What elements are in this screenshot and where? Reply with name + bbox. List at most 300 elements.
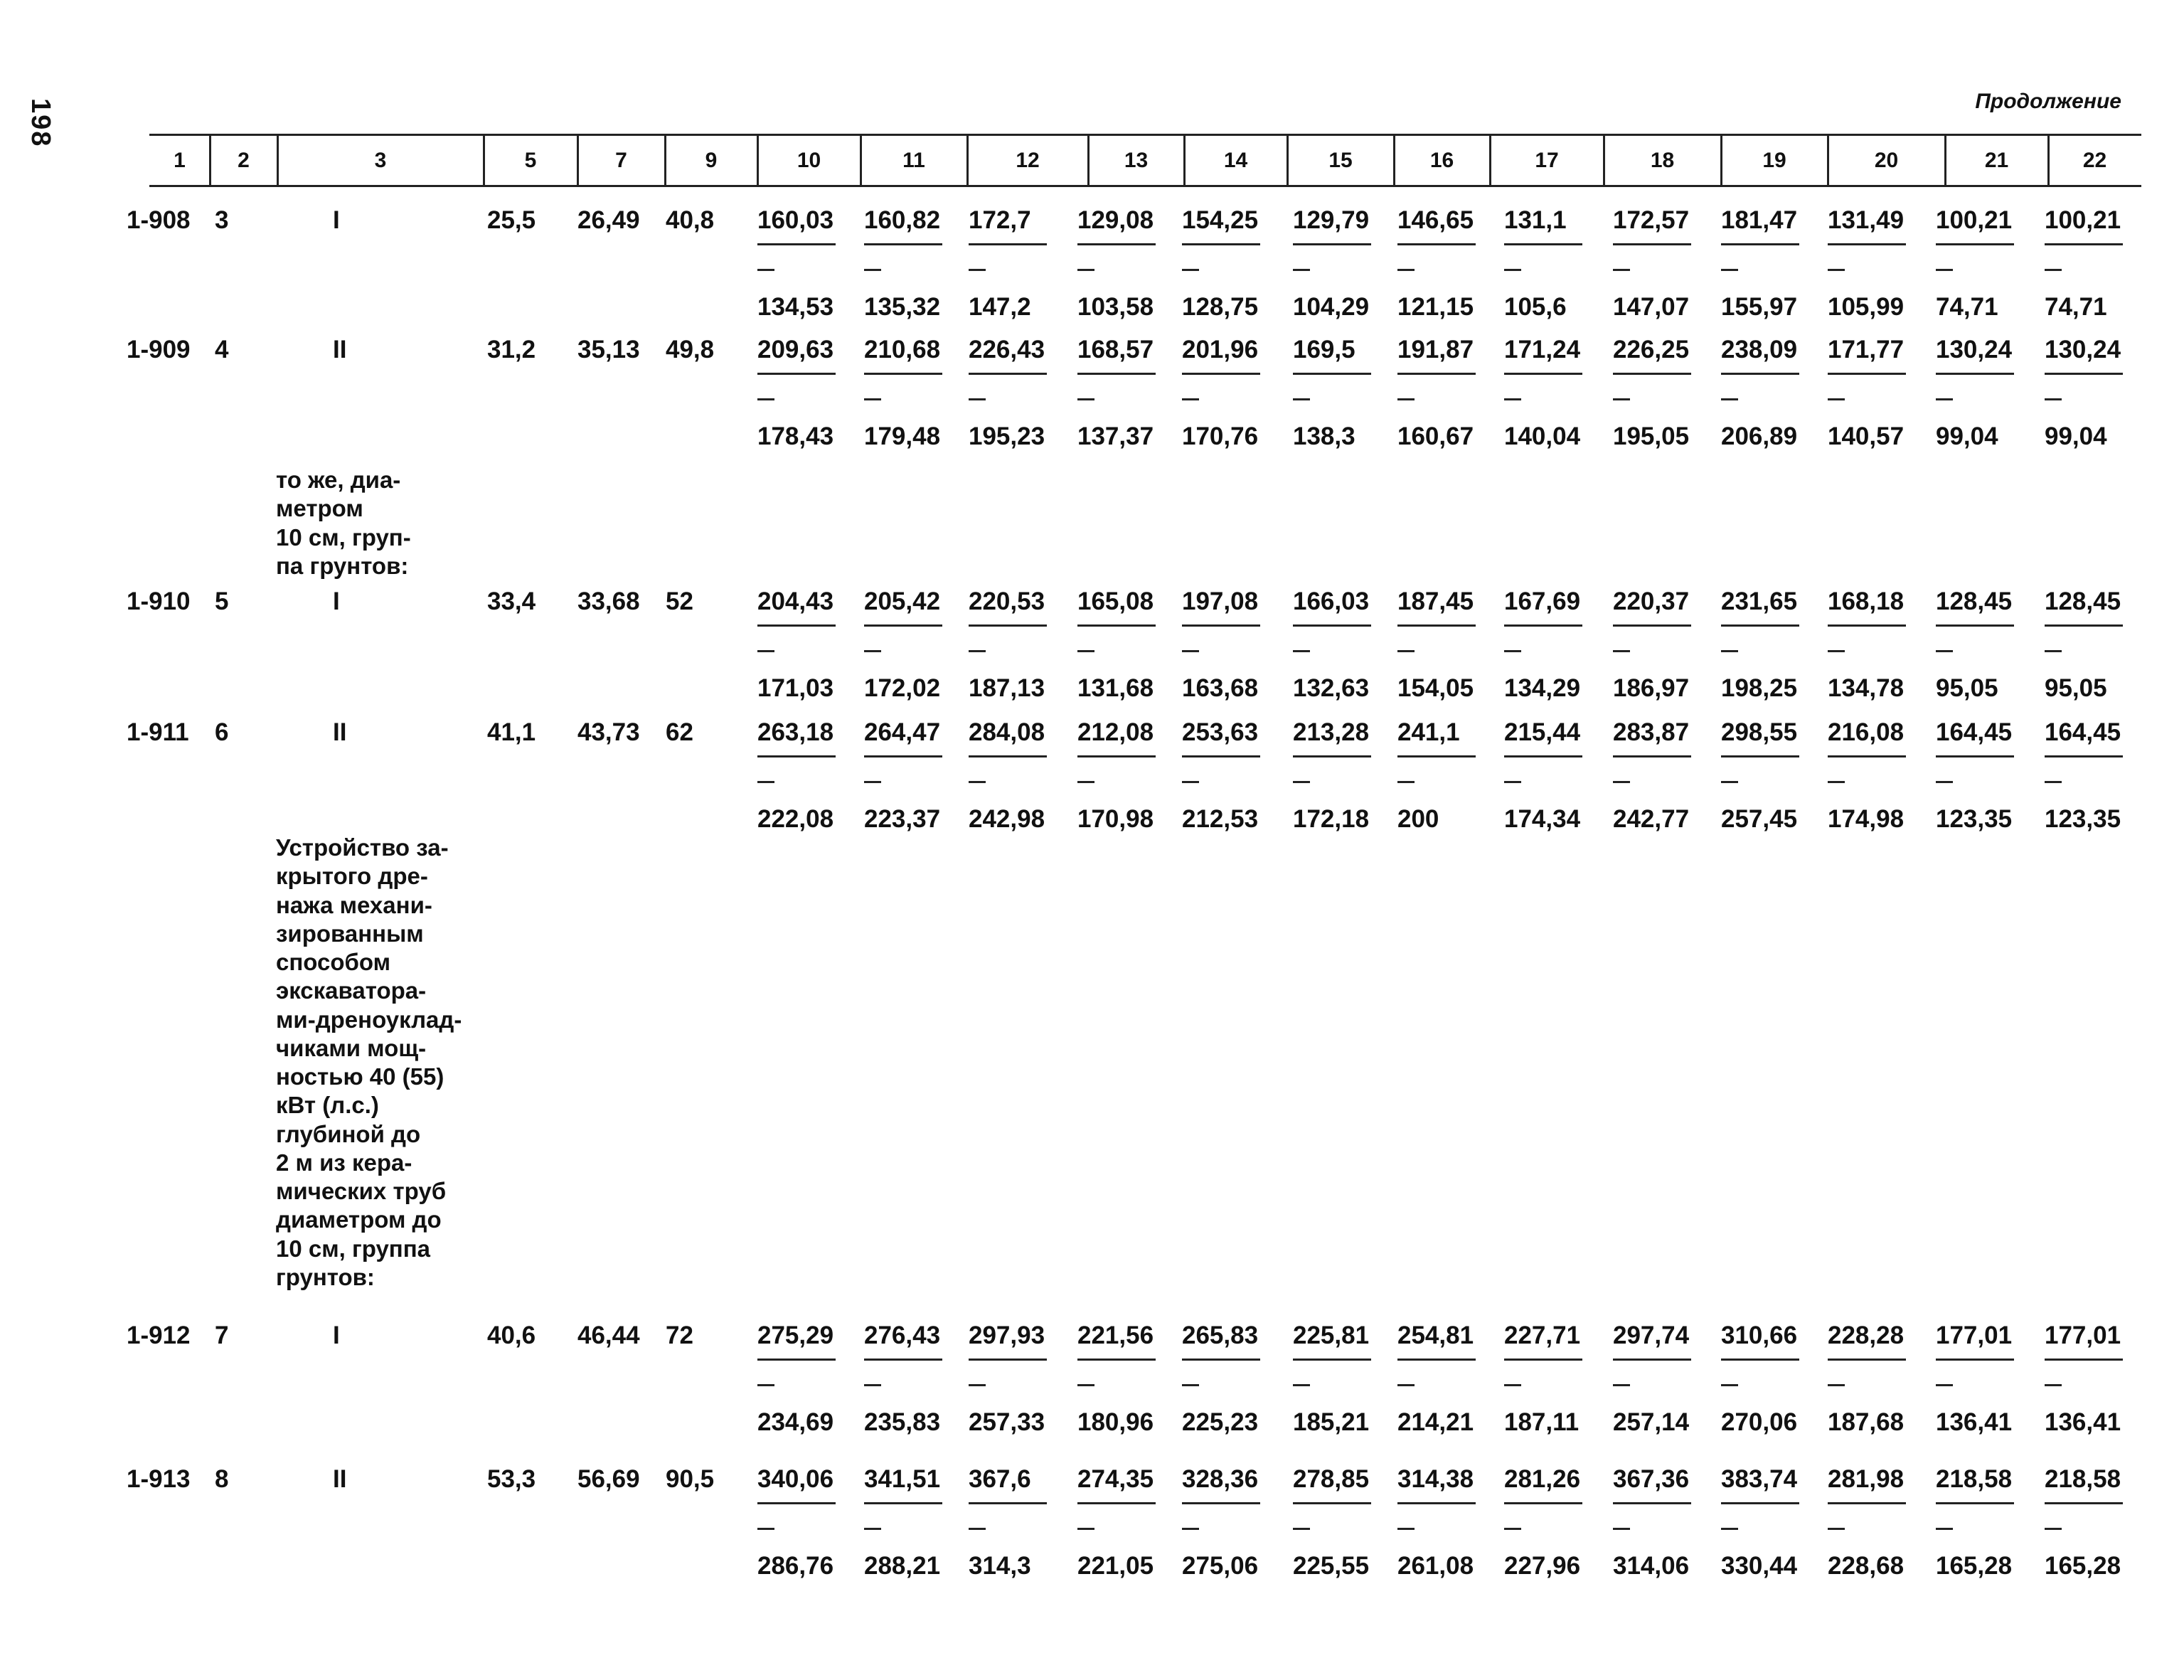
soil-group: I [333, 588, 340, 615]
column-separator [483, 134, 485, 185]
fraction-line [969, 755, 1047, 757]
row-number: 8 [215, 1465, 229, 1493]
denominator-value: 105,99 [1828, 293, 1905, 321]
row-number: 3 [215, 206, 229, 234]
fraction-line [1828, 243, 1906, 245]
denominator-value: 225,55 [1293, 1552, 1370, 1580]
denominator-value: 174,98 [1828, 805, 1905, 833]
denominator-value: 137,37 [1077, 422, 1154, 450]
numerator-value: 128,45 [2045, 588, 2121, 615]
denominator-value: 314,3 [969, 1552, 1031, 1580]
fraction-minus [1613, 269, 1630, 271]
fraction-minus [1504, 269, 1521, 271]
numerator-value: 298,55 [1721, 718, 1798, 746]
fraction-minus [1182, 650, 1199, 652]
numerator-value: 218,58 [2045, 1465, 2121, 1493]
denominator-value: 95,05 [2045, 674, 2107, 702]
row-number: 4 [215, 336, 229, 363]
fraction-minus [2045, 781, 2062, 783]
denominator-value: 228,68 [1828, 1552, 1905, 1580]
row-number: 6 [215, 718, 229, 746]
denominator-value: 195,05 [1613, 422, 1690, 450]
fraction-minus [1721, 1528, 1738, 1530]
numerator-value: 253,63 [1182, 718, 1259, 746]
fraction-minus [1721, 398, 1738, 400]
fraction-minus [1504, 781, 1521, 783]
fraction-line [1504, 1359, 1582, 1361]
numerator-value: 220,53 [969, 588, 1045, 615]
denominator-value: 270,06 [1721, 1408, 1798, 1436]
fraction-line [1293, 243, 1371, 245]
fraction-minus [1293, 269, 1310, 271]
fraction-line [1721, 1502, 1799, 1504]
numerator-value: 275,29 [757, 1322, 834, 1349]
numerator-value: 341,51 [864, 1465, 941, 1493]
fraction-minus [1721, 1384, 1738, 1386]
fraction-minus [1936, 650, 1953, 652]
numerator-value: 281,98 [1828, 1465, 1905, 1493]
column-separator [1944, 134, 1946, 185]
column-header: 22 [2082, 149, 2107, 172]
denominator-value: 234,69 [757, 1408, 834, 1436]
column-header: 9 [705, 149, 718, 172]
fraction-line [1936, 373, 2014, 375]
fraction-minus [1936, 781, 1953, 783]
column-header: 11 [902, 149, 925, 172]
numerator-value: 164,45 [1936, 718, 2013, 746]
denominator-value: 128,75 [1182, 293, 1259, 321]
denominator-value: 136,41 [2045, 1408, 2121, 1436]
fraction-minus [864, 781, 881, 783]
denominator-value: 123,35 [1936, 805, 2013, 833]
fraction-minus [2045, 650, 2062, 652]
fraction-line [1293, 624, 1371, 627]
numerator-value: 171,24 [1504, 336, 1581, 363]
denominator-value: 135,32 [864, 293, 941, 321]
col9-value: 40,8 [666, 206, 715, 234]
denominator-value: 95,05 [1936, 674, 1998, 702]
column-separator [1603, 134, 1605, 185]
row-number: 5 [215, 588, 229, 615]
column-separator [209, 134, 211, 185]
fraction-line [1182, 624, 1260, 627]
column-header: 18 [1650, 149, 1675, 172]
denominator-value: 74,71 [1936, 293, 1998, 321]
numerator-value: 284,08 [969, 718, 1045, 746]
fraction-minus [1077, 269, 1094, 271]
denominator-value: 179,48 [864, 422, 941, 450]
fraction-line [1293, 1502, 1371, 1504]
fraction-minus [1936, 1528, 1953, 1530]
fraction-minus [1504, 1528, 1521, 1530]
col5-value: 41,1 [487, 718, 536, 746]
fraction-line [1397, 1359, 1476, 1361]
fraction-minus [1182, 1528, 1199, 1530]
denominator-value: 212,53 [1182, 805, 1259, 833]
fraction-line [1397, 624, 1476, 627]
fraction-line [1828, 755, 1906, 757]
column-header: 5 [524, 149, 537, 172]
numerator-value: 383,74 [1721, 1465, 1798, 1493]
denominator-value: 198,25 [1721, 674, 1798, 702]
numerator-value: 216,08 [1828, 718, 1905, 746]
denominator-value: 165,28 [1936, 1552, 2013, 1580]
fraction-line [1077, 624, 1156, 627]
denominator-value: 242,98 [969, 805, 1045, 833]
denominator-value: 132,63 [1293, 674, 1370, 702]
denominator-value: 138,3 [1293, 422, 1355, 450]
fraction-minus [1397, 398, 1415, 400]
fraction-line [1936, 624, 2014, 627]
denominator-value: 163,68 [1182, 674, 1259, 702]
row-code: 1-913 [127, 1465, 191, 1493]
column-separator [277, 134, 279, 185]
denominator-value: 147,2 [969, 293, 1031, 321]
fraction-minus [1936, 398, 1953, 400]
column-separator [1720, 134, 1722, 185]
numerator-value: 131,1 [1504, 206, 1567, 234]
denominator-value: 154,05 [1397, 674, 1474, 702]
fraction-line [864, 755, 942, 757]
fraction-minus [1397, 269, 1415, 271]
fraction-line [864, 373, 942, 375]
soil-group: I [333, 206, 340, 234]
numerator-value: 231,65 [1721, 588, 1798, 615]
row-code: 1-909 [127, 336, 191, 363]
fraction-line [1828, 373, 1906, 375]
numerator-value: 165,08 [1077, 588, 1154, 615]
fraction-minus [1504, 1384, 1521, 1386]
numerator-value: 167,69 [1504, 588, 1581, 615]
denominator-value: 121,15 [1397, 293, 1474, 321]
fraction-line [1828, 1359, 1906, 1361]
fraction-line [1397, 243, 1476, 245]
denominator-value: 187,13 [969, 674, 1045, 702]
denominator-value: 172,02 [864, 674, 941, 702]
numerator-value: 177,01 [1936, 1322, 2013, 1349]
fraction-line [1504, 1502, 1582, 1504]
numerator-value: 130,24 [2045, 336, 2121, 363]
fraction-line [757, 243, 836, 245]
denominator-value: 222,08 [757, 805, 834, 833]
column-separator [1827, 134, 1829, 185]
column-separator [1287, 134, 1289, 185]
column-separator [757, 134, 759, 185]
column-header: 21 [1984, 149, 2009, 172]
denominator-value: 225,23 [1182, 1408, 1259, 1436]
fraction-minus [1293, 1528, 1310, 1530]
numerator-value: 264,47 [864, 718, 941, 746]
fraction-line [757, 624, 836, 627]
numerator-value: 254,81 [1397, 1322, 1474, 1349]
fraction-minus [1504, 398, 1521, 400]
column-header: 15 [1328, 149, 1353, 172]
continuation-label: Продолжение [1975, 90, 2121, 113]
fraction-minus [1828, 1528, 1845, 1530]
fraction-minus [969, 398, 986, 400]
col9-value: 52 [666, 588, 693, 615]
col9-value: 72 [666, 1322, 693, 1349]
fraction-line [1721, 624, 1799, 627]
fraction-line [1077, 755, 1156, 757]
fraction-line [1721, 1359, 1799, 1361]
denominator-value: 330,44 [1721, 1552, 1798, 1580]
fraction-line [2045, 1359, 2123, 1361]
column-separator [1087, 134, 1090, 185]
fraction-minus [1936, 1384, 1953, 1386]
denominator-value: 140,57 [1828, 422, 1905, 450]
fraction-line [1504, 373, 1582, 375]
fraction-line [2045, 1502, 2123, 1504]
fraction-line [864, 243, 942, 245]
numerator-value: 265,83 [1182, 1322, 1259, 1349]
fraction-line [1613, 624, 1691, 627]
denominator-value: 99,04 [1936, 422, 1998, 450]
denominator-value: 186,97 [1613, 674, 1690, 702]
numerator-value: 177,01 [2045, 1322, 2121, 1349]
denominator-value: 288,21 [864, 1552, 941, 1580]
fraction-minus [1182, 781, 1199, 783]
numerator-value: 100,21 [1936, 206, 2013, 234]
denominator-value: 170,76 [1182, 422, 1259, 450]
fraction-minus [2045, 1528, 2062, 1530]
numerator-value: 213,28 [1293, 718, 1370, 746]
fraction-line [1828, 624, 1906, 627]
col9-value: 49,8 [666, 336, 715, 363]
fraction-minus [1721, 269, 1738, 271]
numerator-value: 209,63 [757, 336, 834, 363]
col7-value: 46,44 [577, 1322, 640, 1349]
denominator-value: 261,08 [1397, 1552, 1474, 1580]
col7-value: 26,49 [577, 206, 640, 234]
numerator-value: 166,03 [1293, 588, 1370, 615]
numerator-value: 191,87 [1397, 336, 1474, 363]
numerator-value: 168,57 [1077, 336, 1154, 363]
numerator-value: 310,66 [1721, 1322, 1798, 1349]
fraction-line [864, 624, 942, 627]
fraction-minus [1828, 269, 1845, 271]
fraction-line [2045, 373, 2123, 375]
fraction-minus [864, 650, 881, 652]
numerator-value: 367,36 [1613, 1465, 1690, 1493]
column-separator [577, 134, 579, 185]
col5-value: 53,3 [487, 1465, 536, 1493]
denominator-value: 187,68 [1828, 1408, 1905, 1436]
fraction-minus [1397, 1384, 1415, 1386]
fraction-minus [864, 398, 881, 400]
numerator-value: 238,09 [1721, 336, 1798, 363]
numerator-value: 226,43 [969, 336, 1045, 363]
fraction-line [1721, 243, 1799, 245]
denominator-value: 195,23 [969, 422, 1045, 450]
denominator-value: 185,21 [1293, 1408, 1370, 1436]
numerator-value: 146,65 [1397, 206, 1474, 234]
row-code: 1-910 [127, 588, 191, 615]
denominator-value: 221,05 [1077, 1552, 1154, 1580]
fraction-minus [1397, 781, 1415, 783]
denominator-value: 257,33 [969, 1408, 1045, 1436]
fraction-minus [1182, 398, 1199, 400]
numerator-value: 130,24 [1936, 336, 2013, 363]
numerator-value: 297,74 [1613, 1322, 1690, 1349]
page-number: 198 [26, 98, 55, 148]
fraction-line [1504, 243, 1582, 245]
denominator-value: 170,98 [1077, 805, 1154, 833]
fraction-line [1936, 243, 2014, 245]
fraction-line [1936, 755, 2014, 757]
soil-group: I [333, 1322, 340, 1349]
fraction-minus [1721, 650, 1738, 652]
column-header: 13 [1124, 149, 1149, 172]
fraction-line [1721, 755, 1799, 757]
column-header: 3 [374, 149, 387, 172]
fraction-minus [864, 1384, 881, 1386]
column-header: 2 [238, 149, 250, 172]
col5-value: 33,4 [487, 588, 536, 615]
denominator-value: 223,37 [864, 805, 941, 833]
numerator-value: 215,44 [1504, 718, 1581, 746]
fraction-line [969, 1359, 1047, 1361]
fraction-minus [969, 1528, 986, 1530]
col5-value: 40,6 [487, 1322, 536, 1349]
denominator-value: 134,78 [1828, 674, 1905, 702]
fraction-line [1293, 1359, 1371, 1361]
fraction-minus [1182, 1384, 1199, 1386]
numerator-value: 129,08 [1077, 206, 1154, 234]
fraction-line [1936, 1502, 2014, 1504]
fraction-line [2045, 624, 2123, 627]
soil-group: II [333, 718, 347, 746]
numerator-value: 340,06 [757, 1465, 834, 1493]
numerator-value: 169,5 [1293, 336, 1355, 363]
denominator-value: 136,41 [1936, 1408, 2013, 1436]
fraction-minus [2045, 269, 2062, 271]
col9-value: 90,5 [666, 1465, 715, 1493]
denominator-value: 165,28 [2045, 1552, 2121, 1580]
denominator-value: 206,89 [1721, 422, 1798, 450]
numerator-value: 297,93 [969, 1322, 1045, 1349]
fraction-line [864, 1359, 942, 1361]
column-separator [2047, 134, 2050, 185]
column-header: 20 [1874, 149, 1899, 172]
numerator-value: 328,36 [1182, 1465, 1259, 1493]
denominator-value: 155,97 [1721, 293, 1798, 321]
fraction-line [1293, 373, 1371, 375]
numerator-value: 154,25 [1182, 206, 1259, 234]
numerator-value: 128,45 [1936, 588, 2013, 615]
column-separator [860, 134, 862, 185]
fraction-minus [757, 269, 774, 271]
denominator-value: 174,34 [1504, 805, 1581, 833]
fraction-minus [1293, 1384, 1310, 1386]
column-header: 7 [615, 149, 627, 172]
numerator-value: 210,68 [864, 336, 941, 363]
fraction-minus [757, 781, 774, 783]
denominator-value: 187,11 [1504, 1408, 1580, 1436]
numerator-value: 281,26 [1504, 1465, 1581, 1493]
col5-value: 25,5 [487, 206, 536, 234]
numerator-value: 168,18 [1828, 588, 1905, 615]
fraction-line [1397, 1502, 1476, 1504]
fraction-line [1182, 1502, 1260, 1504]
col7-value: 43,73 [577, 718, 640, 746]
numerator-value: 228,28 [1828, 1322, 1905, 1349]
col7-value: 56,69 [577, 1465, 640, 1493]
soil-group: II [333, 336, 347, 363]
denominator-value: 140,04 [1504, 422, 1581, 450]
fraction-minus [1936, 269, 1953, 271]
numerator-value: 160,82 [864, 206, 941, 234]
fraction-minus [757, 1384, 774, 1386]
fraction-line [1613, 373, 1691, 375]
denominator-value: 200 [1397, 805, 1439, 833]
column-header: 14 [1223, 149, 1248, 172]
numerator-value: 129,79 [1293, 206, 1370, 234]
column-header: 19 [1762, 149, 1786, 172]
denominator-value: 99,04 [2045, 422, 2107, 450]
fraction-minus [757, 650, 774, 652]
numerator-value: 221,56 [1077, 1322, 1154, 1349]
numerator-value: 276,43 [864, 1322, 941, 1349]
fraction-line [1613, 755, 1691, 757]
numerator-value: 172,7 [969, 206, 1031, 234]
fraction-minus [969, 269, 986, 271]
denominator-value: 105,6 [1504, 293, 1567, 321]
fraction-minus [1077, 1384, 1094, 1386]
denominator-value: 214,21 [1397, 1408, 1474, 1436]
fraction-minus [1828, 781, 1845, 783]
numerator-value: 160,03 [757, 206, 834, 234]
section-description: Устройство за- крытого дре- нажа механи- зированным способом экскаватора- ми-дреноуклад- чиками мощ- ностью 40 (55) кВт (л.с.) глубиной до 2 м из кера- мических труб диаметром до 10 см, группа грунтов: [276, 834, 462, 1290]
fraction-line [757, 373, 836, 375]
fraction-minus [1077, 650, 1094, 652]
denominator-value: 134,53 [757, 293, 834, 321]
denominator-value: 104,29 [1293, 293, 1370, 321]
numerator-value: 314,38 [1397, 1465, 1474, 1493]
fraction-line [969, 624, 1047, 627]
fraction-line [1504, 755, 1582, 757]
fraction-minus [1828, 398, 1845, 400]
fraction-minus [969, 650, 986, 652]
fraction-line [1182, 1359, 1260, 1361]
col5-value: 31,2 [487, 336, 536, 363]
numerator-value: 131,49 [1828, 206, 1905, 234]
denominator-value: 242,77 [1613, 805, 1690, 833]
denominator-value: 160,67 [1397, 422, 1474, 450]
fraction-line [1936, 1359, 2014, 1361]
column-header: 17 [1535, 149, 1559, 172]
column-header: 10 [797, 149, 821, 172]
fraction-line [1828, 1502, 1906, 1504]
fraction-minus [757, 1528, 774, 1530]
numerator-value: 171,77 [1828, 336, 1905, 363]
fraction-line [1504, 624, 1582, 627]
denominator-value: 227,96 [1504, 1552, 1581, 1580]
numerator-value: 263,18 [757, 718, 834, 746]
denominator-value: 180,96 [1077, 1408, 1154, 1436]
fraction-minus [2045, 1384, 2062, 1386]
denominator-value: 257,14 [1613, 1408, 1690, 1436]
fraction-minus [1613, 781, 1630, 783]
column-header: 1 [174, 149, 186, 172]
row-number: 7 [215, 1322, 229, 1349]
denominator-value: 134,29 [1504, 674, 1581, 702]
denominator-value: 178,43 [757, 422, 834, 450]
fraction-line [2045, 243, 2123, 245]
fraction-minus [1828, 650, 1845, 652]
column-separator [966, 134, 969, 185]
denominator-value: 172,18 [1293, 805, 1370, 833]
